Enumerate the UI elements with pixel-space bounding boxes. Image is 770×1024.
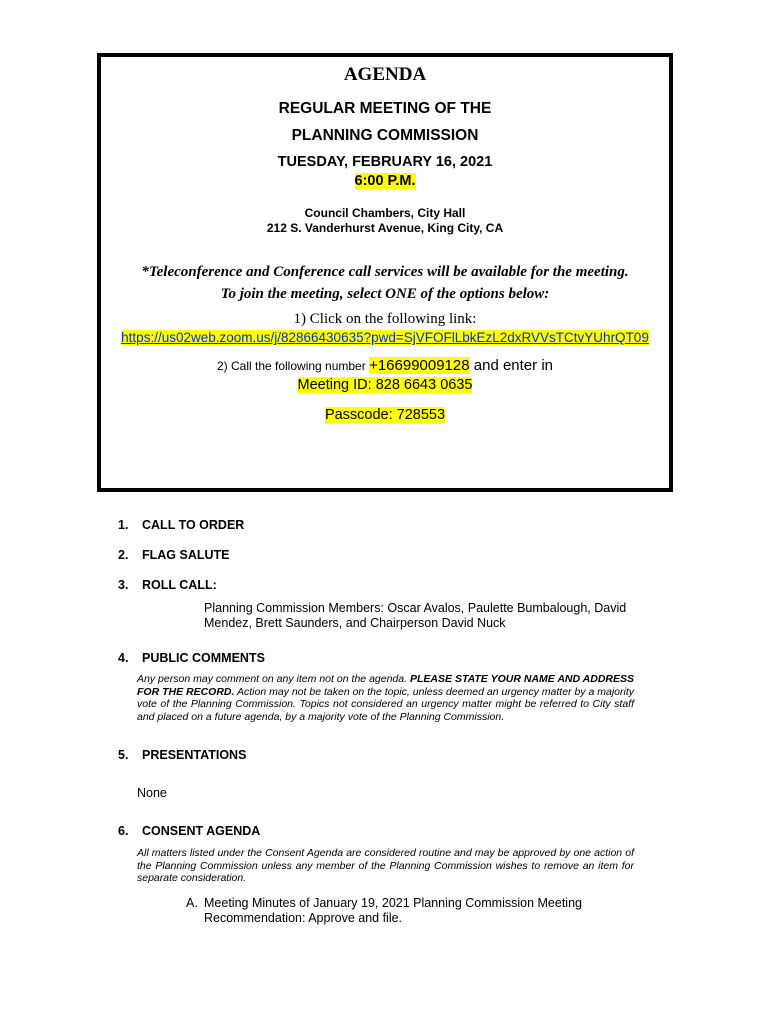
meeting-time: 6:00 P.M. [354, 173, 416, 189]
option-1-label: 1) Click on the following link: [293, 311, 477, 327]
item-number: 1. [118, 518, 129, 532]
public-comments-part-1: Any person may comment on any item not on the agenda. [137, 673, 410, 685]
item-number: 6. [118, 824, 129, 838]
presentations-none: None [137, 786, 167, 800]
meeting-id: Meeting ID: 828 6643 0635 [297, 377, 473, 393]
item-label: CONSENT AGENDA [142, 824, 261, 838]
roll-call-line-1: Planning Commission Members: Oscar Avalos, Paulette Bumbalough, David [204, 601, 627, 615]
item-number: 5. [118, 748, 129, 762]
item-label: PRESENTATIONS [142, 748, 247, 762]
item-label: ROLL CALL: [142, 578, 217, 592]
consent-item-letter: A. [186, 896, 198, 910]
zoom-link[interactable]: https://us02web.zoom.us/j/82866430635?pwd=SjVFOFlLbkEzL2dxRVVsTCtvYUhrQT09 [121, 330, 649, 345]
zoom-link-wrap [0, 330, 770, 345]
meeting-id-wrap [0, 377, 770, 393]
public-comments-text [137, 673, 634, 723]
passcode: Passcode: 728553 [324, 407, 446, 423]
teleconference-notice: *Teleconference and Conference call services will be available for the meeting. [141, 264, 629, 280]
location-line-2: 212 S. Vanderhurst Avenue, King City, CA [266, 221, 504, 235]
item-number: 3. [118, 578, 129, 592]
join-instructions: To join the meeting, select ONE of the options below: [220, 286, 550, 302]
consent-item-line-2: Recommendation: Approve and file. [204, 911, 403, 925]
consent-item-a [186, 896, 646, 926]
item-number: 4. [118, 651, 129, 665]
public-comments-part-2: Action may not be taken on the topic, unless deemed an urgency matter by a majority vote of the Planning Commission. Topics not considered an urgency matter might be referred to City staff and placed on a future agenda, by a majority vote of the Planning Commission. [137, 685, 634, 723]
item-label: PUBLIC COMMENTS [142, 651, 265, 665]
meeting-time-wrap [0, 173, 770, 189]
item-label: CALL TO ORDER [142, 518, 245, 532]
item-number: 2. [118, 548, 129, 562]
passcode-wrap [0, 407, 770, 423]
public-comments-bold: PLEASE STATE YOUR NAME AND ADDRESS FOR THE RECORD. [137, 673, 634, 698]
location-line-1: Council Chambers, City Hall [304, 206, 466, 220]
meeting-type: REGULAR MEETING OF THE [278, 100, 492, 117]
option-2-prefix: 2) Call the following number [216, 359, 370, 373]
commission-name: PLANNING COMMISSION [291, 127, 479, 144]
phone-number[interactable]: +16699009128 [369, 357, 470, 374]
item-label: FLAG SALUTE [142, 548, 230, 562]
agenda-title: AGENDA [343, 64, 427, 85]
roll-call-members [204, 601, 644, 631]
option-2-line [0, 357, 770, 374]
consent-item-line-1: Meeting Minutes of January 19, 2021 Planning Commission Meeting [204, 896, 582, 910]
roll-call-line-2: Mendez, Brett Saunders, and Chairperson David Nuck [204, 616, 506, 630]
option-2-suffix: and enter in [469, 357, 553, 374]
meeting-date: TUESDAY, FEBRUARY 16, 2021 [277, 154, 493, 170]
consent-agenda-text: All matters listed under the Consent Agenda are considered routine and may be approved by one action of the Planning Commission unless any member of the Planning Commission wishes to remove an item for separate consideration. [137, 847, 634, 884]
